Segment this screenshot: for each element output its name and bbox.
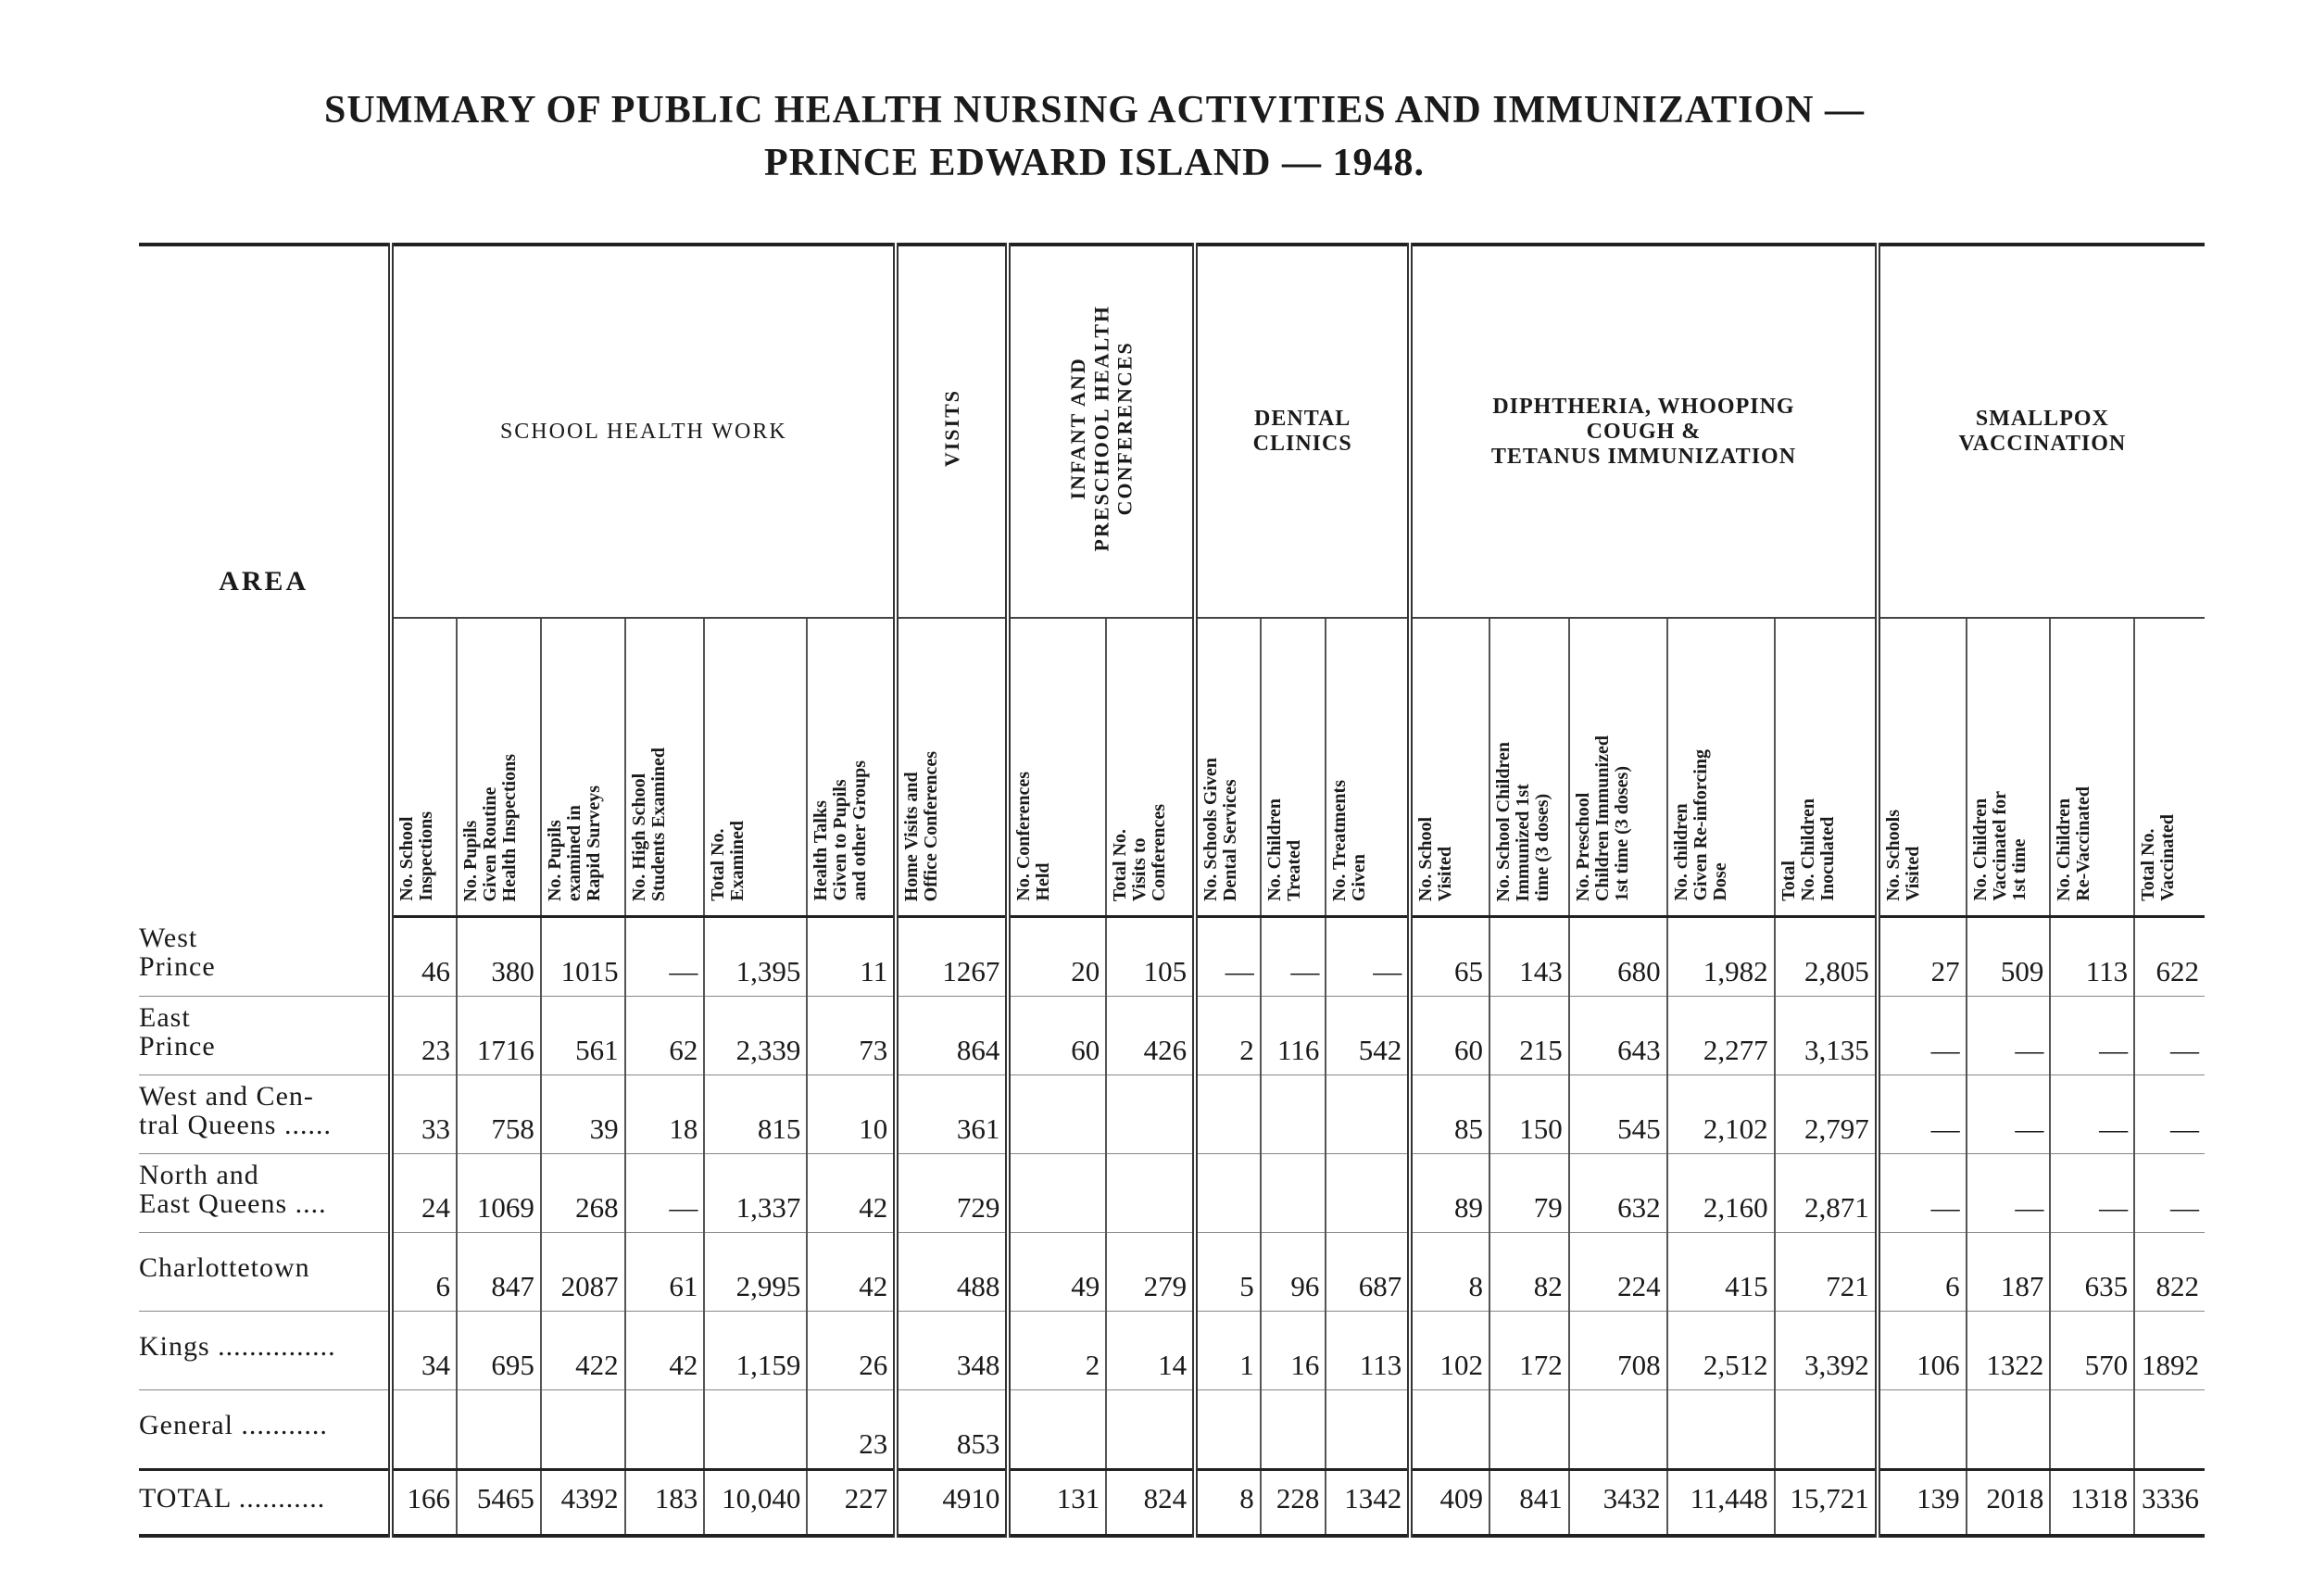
table-cell [1106,1154,1195,1233]
table-cell: 2,277 [1667,997,1775,1075]
table-cell: 11,448 [1667,1470,1775,1537]
column-header-label: No. Children Vaccinatel for 1st time [1969,791,2030,901]
table-cell: — [2134,1075,2205,1154]
table-cell: 18 [625,1075,705,1154]
column-header-label: No. School Children Immunized 1st time (3 doses) [1492,741,1552,901]
table-cell: 2 [1195,997,1261,1075]
area-name: East Prince [139,997,391,1075]
table-cell: 2,339 [704,997,807,1075]
table-cell: 1,395 [704,917,807,997]
table-cell: 687 [1326,1233,1410,1312]
table-cell: 15,721 [1775,1470,1878,1537]
table-cell [1195,1390,1261,1470]
table-cell: 695 [457,1312,541,1390]
table-cell: 542 [1326,997,1410,1075]
table-cell: 42 [625,1312,705,1390]
table-cell: 113 [2050,917,2134,997]
table-cell: 1892 [2134,1312,2205,1390]
column-header [1008,618,1106,917]
table-cell: 729 [896,1154,1008,1233]
document-title-line2: PRINCE EDWARD ISLAND — 1948. [764,142,1425,184]
table-cell: 545 [1569,1075,1667,1154]
table-cell: — [625,917,705,997]
table-cell: 488 [896,1233,1008,1312]
table-cell: 4392 [541,1470,625,1537]
table-cell: 380 [457,917,541,997]
table-cell: 20 [1008,917,1106,997]
table-row [139,1154,2205,1233]
table-cell: 1069 [457,1154,541,1233]
table-cell: 60 [1410,997,1489,1075]
table-cell: 409 [1410,1470,1489,1537]
table-cell: — [625,1154,705,1233]
table-cell: 61 [625,1233,705,1312]
column-header-label: No. Schools Given Dental Services [1200,757,1241,901]
table-cell: 113 [1326,1312,1410,1390]
table-cell: 2,160 [1667,1154,1775,1233]
table-cell: 1342 [1326,1470,1410,1537]
table-cell: 106 [1878,1312,1967,1390]
table-cell [1667,1390,1775,1470]
table-cell: — [1195,917,1261,997]
table-cell [625,1390,705,1470]
table-cell: 841 [1489,1470,1569,1537]
table-cell: 82 [1489,1233,1569,1312]
table-cell: 426 [1106,997,1195,1075]
table-row [139,917,2205,997]
table-cell: 34 [391,1312,457,1390]
column-header [1775,618,1878,917]
table-cell: 815 [704,1075,807,1154]
column-header [1261,618,1326,917]
table-cell: 847 [457,1233,541,1312]
table-cell: 348 [896,1312,1008,1390]
table-cell: 166 [391,1470,457,1537]
table-cell: 49 [1008,1233,1106,1312]
column-header [457,618,541,917]
column-header-label: No. Pupils Given Routine Health Inspections [460,753,521,901]
table-cell: 62 [625,997,705,1075]
table-cell [1878,1390,1967,1470]
table-cell: 361 [896,1075,1008,1154]
table-cell: 27 [1878,917,1967,997]
table-cell: 824 [1106,1470,1195,1537]
group-infant-preschool [1008,245,1195,618]
table-cell: 46 [391,917,457,997]
table-cell: 758 [457,1075,541,1154]
table-cell: 1015 [541,917,625,997]
table-cell: 172 [1489,1312,1569,1390]
table-cell: 1716 [457,997,541,1075]
area-name: Charlottetown [139,1233,391,1312]
table-cell: 228 [1261,1470,1326,1537]
table-cell: 1267 [896,917,1008,997]
table-cell: 10 [807,1075,896,1154]
column-header [704,618,807,917]
column-header-label: No. children Given Re-inforcing Dose [1670,749,1730,901]
column-header [1489,618,1569,917]
table-cell: 60 [1008,997,1106,1075]
area-name: West Prince [139,917,391,997]
table-cell: 1322 [1967,1312,2051,1390]
table-cell [1008,1154,1106,1233]
table-body [139,917,2205,1537]
table-cell: 14 [1106,1312,1195,1390]
table-cell [1106,1075,1195,1154]
table-row [139,1312,2205,1390]
table-cell: 73 [807,997,896,1075]
group-visits [896,245,1008,618]
table-cell: 6 [1878,1233,1967,1312]
column-header-label: Total No. Vaccinated [2138,814,2179,901]
area-name: North and East Queens .... [139,1154,391,1233]
table-cell [391,1390,457,1470]
table-cell: 2,995 [704,1233,807,1312]
column-header [1195,618,1261,917]
table-cell [1326,1154,1410,1233]
table-cell: 3432 [1569,1470,1667,1537]
table-cell: 24 [391,1154,457,1233]
group-smallpox-vaccination: SMALLPOX VACCINATION [1878,245,2205,618]
table-cell: — [1878,1075,1967,1154]
table-cell: 415 [1667,1233,1775,1312]
table-cell [1008,1075,1106,1154]
table-cell [1195,1075,1261,1154]
table-cell: 570 [2050,1312,2134,1390]
column-header-label: No. Treatments Given [1329,779,1370,901]
area-name: Kings ............... [139,1312,391,1390]
table-cell: — [1326,917,1410,997]
table-cell: 2018 [1967,1470,2051,1537]
group-visits-label: VISITS [940,389,964,468]
table-cell [1106,1390,1195,1470]
table-cell: 11 [807,917,896,997]
table-cell: 1,337 [704,1154,807,1233]
table-cell: 150 [1489,1075,1569,1154]
column-header [391,618,457,917]
table-cell: 26 [807,1312,896,1390]
table-cell: 708 [1569,1312,1667,1390]
summary-table [139,243,2205,1538]
table-row [139,1075,2205,1154]
column-header-label: Health Talks Given to Pupils and other Groups [811,760,871,901]
area-header: AREA [219,565,309,597]
table-cell: 8 [1410,1233,1489,1312]
table-cell: 33 [391,1075,457,1154]
table-cell: 2,805 [1775,917,1878,997]
table-cell: — [2134,997,2205,1075]
table-cell [1569,1390,1667,1470]
table-row [139,1233,2205,1312]
table-cell: 42 [807,1154,896,1233]
table-cell: 215 [1489,997,1569,1075]
table-cell: 105 [1106,917,1195,997]
table-cell [2050,1390,2134,1470]
table-cell: 16 [1261,1312,1326,1390]
table-cell: 632 [1569,1154,1667,1233]
table-cell: 6 [391,1233,457,1312]
table-cell: 187 [1967,1233,2051,1312]
table-cell: 89 [1410,1154,1489,1233]
table-cell: 2087 [541,1233,625,1312]
group-header-row [139,245,2205,618]
table-cell: 183 [625,1470,705,1537]
column-header [541,618,625,917]
group-dental-clinics: DENTAL CLINICS [1195,245,1410,618]
table-cell: — [1967,1154,2051,1233]
table-cell: — [2134,1154,2205,1233]
table-cell: — [1878,997,1967,1075]
table-cell: 2,797 [1775,1075,1878,1154]
table-cell: 102 [1410,1312,1489,1390]
table-cell: 1,982 [1667,917,1775,997]
table-cell: 143 [1489,917,1569,997]
column-header [2134,618,2205,917]
table-cell: 864 [896,997,1008,1075]
table-cell: 10,040 [704,1470,807,1537]
total-row [139,1470,2205,1537]
table-cell: 635 [2050,1233,2134,1312]
table-cell: 721 [1775,1233,1878,1312]
column-header [625,618,705,917]
document-title-line1: SUMMARY OF PUBLIC HEALTH NURSING ACTIVITIES AND IMMUNIZATION — [324,89,1865,132]
table-cell: 23 [391,997,457,1075]
table-cell: 509 [1967,917,2051,997]
table-cell: 8 [1195,1470,1261,1537]
table-cell: 680 [1569,917,1667,997]
column-header-label: Home Visits and Office Conferences [901,750,942,901]
group-infant-preschool-label: INFANT AND PRESCHOOL HEALTH CONFERENCES [1066,305,1137,552]
table-cell: 5 [1195,1233,1261,1312]
table-cell: 139 [1878,1470,1967,1537]
area-name: General ........... [139,1390,391,1470]
table-cell: — [2050,997,2134,1075]
group-school-health-work: SCHOOL HEALTH WORK [391,245,896,618]
column-header-label: Total No. Children Inoculated [1778,798,1838,901]
table-cell: 822 [2134,1233,2205,1312]
table-row [139,997,2205,1075]
column-header-label: No. Children Re-Vaccinated [2054,786,2094,901]
column-header-label: No. Schools Visited [1882,810,1923,901]
table-cell: 3,135 [1775,997,1878,1075]
table-cell: — [2050,1075,2134,1154]
column-header-label: No. School Inspections [396,811,437,901]
table-cell [1008,1390,1106,1470]
column-header-label: No. Children Treated [1263,798,1304,901]
table-cell [2134,1390,2205,1470]
column-header [1878,618,1967,917]
table-cell: 5465 [457,1470,541,1537]
table-cell: — [1878,1154,1967,1233]
table-cell: — [1261,917,1326,997]
table-cell: 3,392 [1775,1312,1878,1390]
column-header-row [139,618,2205,917]
table-cell: 643 [1569,997,1667,1075]
table-cell: 227 [807,1470,896,1537]
table-cell: 1 [1195,1312,1261,1390]
table-cell: 268 [541,1154,625,1233]
table-cell [1967,1390,2051,1470]
column-header [1410,618,1489,917]
table-cell: 131 [1008,1470,1106,1537]
table-cell [1410,1390,1489,1470]
area-name: West and Cen- tral Queens ...... [139,1075,391,1154]
table-cell: 422 [541,1312,625,1390]
table-cell [1195,1154,1261,1233]
table-cell: 4910 [896,1470,1008,1537]
group-diphtheria-immunization: DIPHTHERIA, WHOOPING COUGH & TETANUS IMMUNIZATION [1410,245,1878,618]
table-cell [457,1390,541,1470]
table-cell: 39 [541,1075,625,1154]
column-header-label: No. Preschool Children Immunized 1st time (3 doses) [1572,735,1632,901]
table-cell: 853 [896,1390,1008,1470]
table-cell: 1318 [2050,1470,2134,1537]
table-cell: 23 [807,1390,896,1470]
table-cell: 2,102 [1667,1075,1775,1154]
table-cell [1261,1390,1326,1470]
table-cell: 2,871 [1775,1154,1878,1233]
table-cell: 3336 [2134,1470,2205,1537]
table-cell [541,1390,625,1470]
column-header-label: No. High School Students Examined [628,747,669,901]
table-cell: 279 [1106,1233,1195,1312]
column-header-label: Total No. Visits to Conferences [1110,803,1170,901]
column-header [2050,618,2134,917]
column-header [1106,618,1195,917]
column-header-label: No. Pupils examined in Rapid Surveys [544,785,604,901]
table-cell: 561 [541,997,625,1075]
table-cell: 2 [1008,1312,1106,1390]
column-header-label: Total No. Examined [708,821,748,901]
table-cell: 2,512 [1667,1312,1775,1390]
table-cell [1261,1154,1326,1233]
table-cell: 85 [1410,1075,1489,1154]
table-row [139,1390,2205,1470]
table-cell [1261,1075,1326,1154]
table-cell [1326,1390,1410,1470]
column-header [1667,618,1775,917]
table-cell [1775,1390,1878,1470]
table-cell: 65 [1410,917,1489,997]
table-cell: 116 [1261,997,1326,1075]
column-header-label: No. Conferences Held [1013,772,1054,901]
table-cell: — [1967,1075,2051,1154]
table-cell: 224 [1569,1233,1667,1312]
table-cell: 622 [2134,917,2205,997]
column-header-label: No. School Visited [1415,816,1456,901]
table-cell [1489,1390,1569,1470]
column-header [1967,618,2051,917]
table-cell: 1,159 [704,1312,807,1390]
table-cell: 42 [807,1233,896,1312]
area-name: TOTAL ........... [139,1470,391,1537]
table-cell [704,1390,807,1470]
table-cell: — [1967,997,2051,1075]
table-cell: — [2050,1154,2134,1233]
column-header [896,618,1008,917]
table-cell: 79 [1489,1154,1569,1233]
column-header [807,618,896,917]
column-header [1569,618,1667,917]
column-header [1326,618,1410,917]
table-cell: 96 [1261,1233,1326,1312]
table-cell [1326,1075,1410,1154]
